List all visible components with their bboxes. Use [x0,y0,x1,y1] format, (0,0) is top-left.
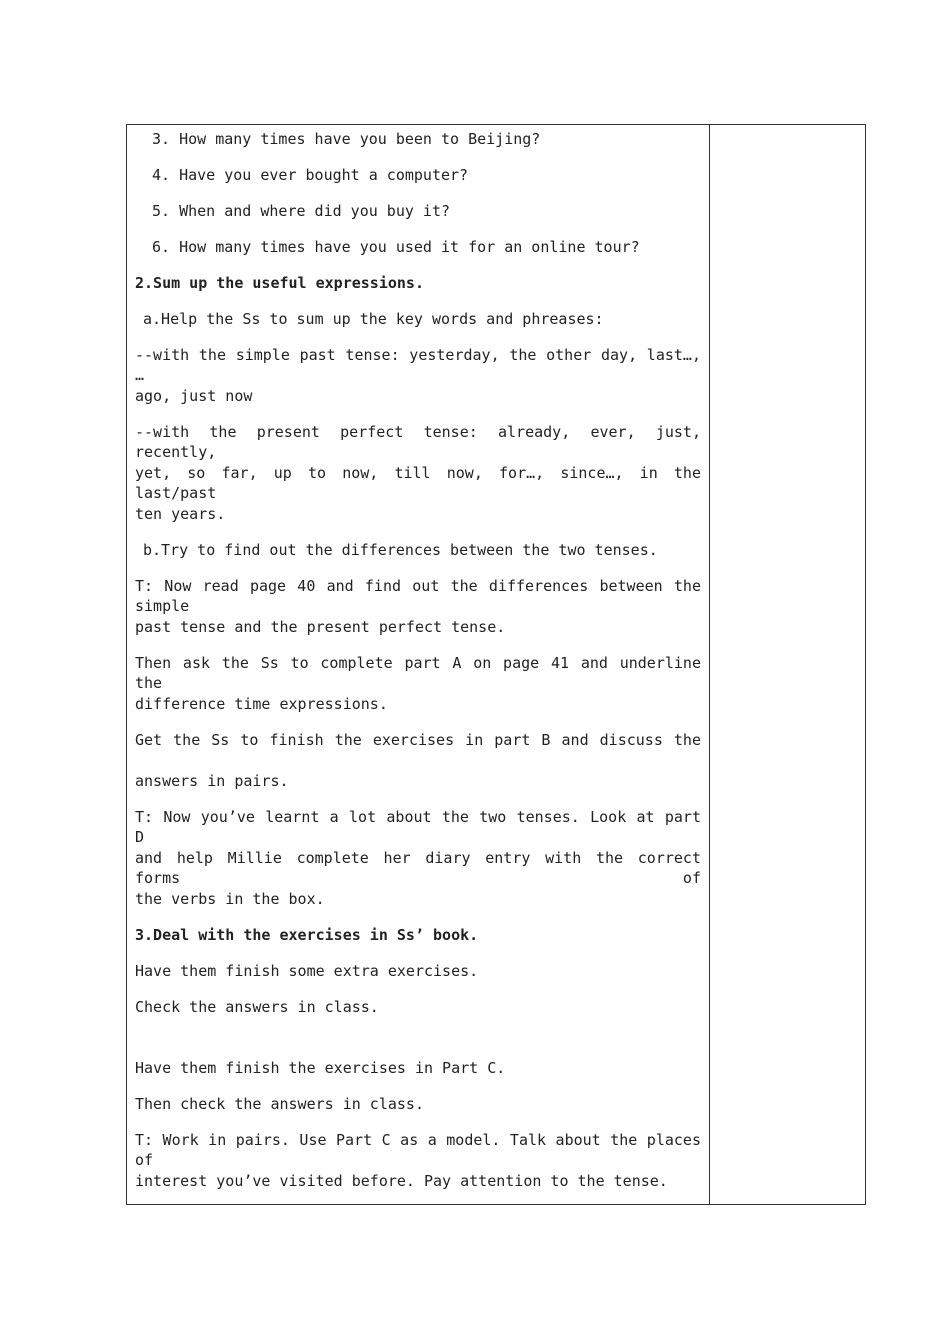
check-answers: Check the answers in class. [135,998,379,1016]
teacher-instruction-1-cont: past tense and the present perfect tense. [135,618,506,636]
step-b: b.Try to find out the differences between the two tenses. [143,541,658,559]
question-5: 5. When and where did you buy it? [152,202,451,220]
section-heading-3: 3.Deal with the exercises in Ss’ book. [135,926,479,944]
question-6: 6. How many times have you used it for an online tour? [152,238,640,256]
present-perfect-expressions-end: ten years. [135,505,226,523]
present-perfect-expressions-cont: yet, so far, up to now, till now, for…, since…, in the last/past [135,464,701,502]
check-answers-2: Then check the answers in class. [135,1095,424,1113]
extra-exercises: Have them finish some extra exercises. [135,962,479,980]
teacher-instruction-1: T: Now read page 40 and find out the differences between the simple [135,577,701,615]
section-heading-2: 2.Sum up the useful expressions. [135,274,424,292]
notes-cell [710,125,865,1204]
pair-work-instruction-cont: interest you’ve visited before. Pay attention to the tense. [135,1172,668,1190]
lesson-table [126,124,866,1205]
present-perfect-expressions: --with the present perfect tense: already, ever, just, recently, [135,423,701,461]
step-a: a.Help the Ss to sum up the key words and phreases: [143,310,604,328]
part-b-instruction-cont: answers in pairs. [135,772,289,790]
part-a-instruction-cont: difference time expressions. [135,695,388,713]
simple-past-expressions: --with the simple past tense: yesterday, the other day, last…, … [135,346,701,384]
part-d-instruction-cont: and help Millie complete her diary entry with the correct forms of [135,849,701,887]
part-a-instruction: Then ask the Ss to complete part A on page 41 and underline the [135,654,701,692]
part-b-instruction: Get the Ss to finish the exercises in part B and discuss the [135,731,701,749]
part-c-instruction: Have them finish the exercises in Part C. [135,1059,506,1077]
pair-work-instruction: T: Work in pairs. Use Part C as a model. Talk about the places of [135,1131,701,1169]
part-d-instruction: T: Now you’ve learnt a lot about the two tenses. Look at part D [135,808,701,846]
question-3: 3. How many times have you been to Beijing? [152,130,541,148]
question-4: 4. Have you ever bought a computer? [152,166,469,184]
part-d-instruction-end: the verbs in the box. [135,890,325,908]
simple-past-expressions-cont: ago, just now [135,387,253,405]
